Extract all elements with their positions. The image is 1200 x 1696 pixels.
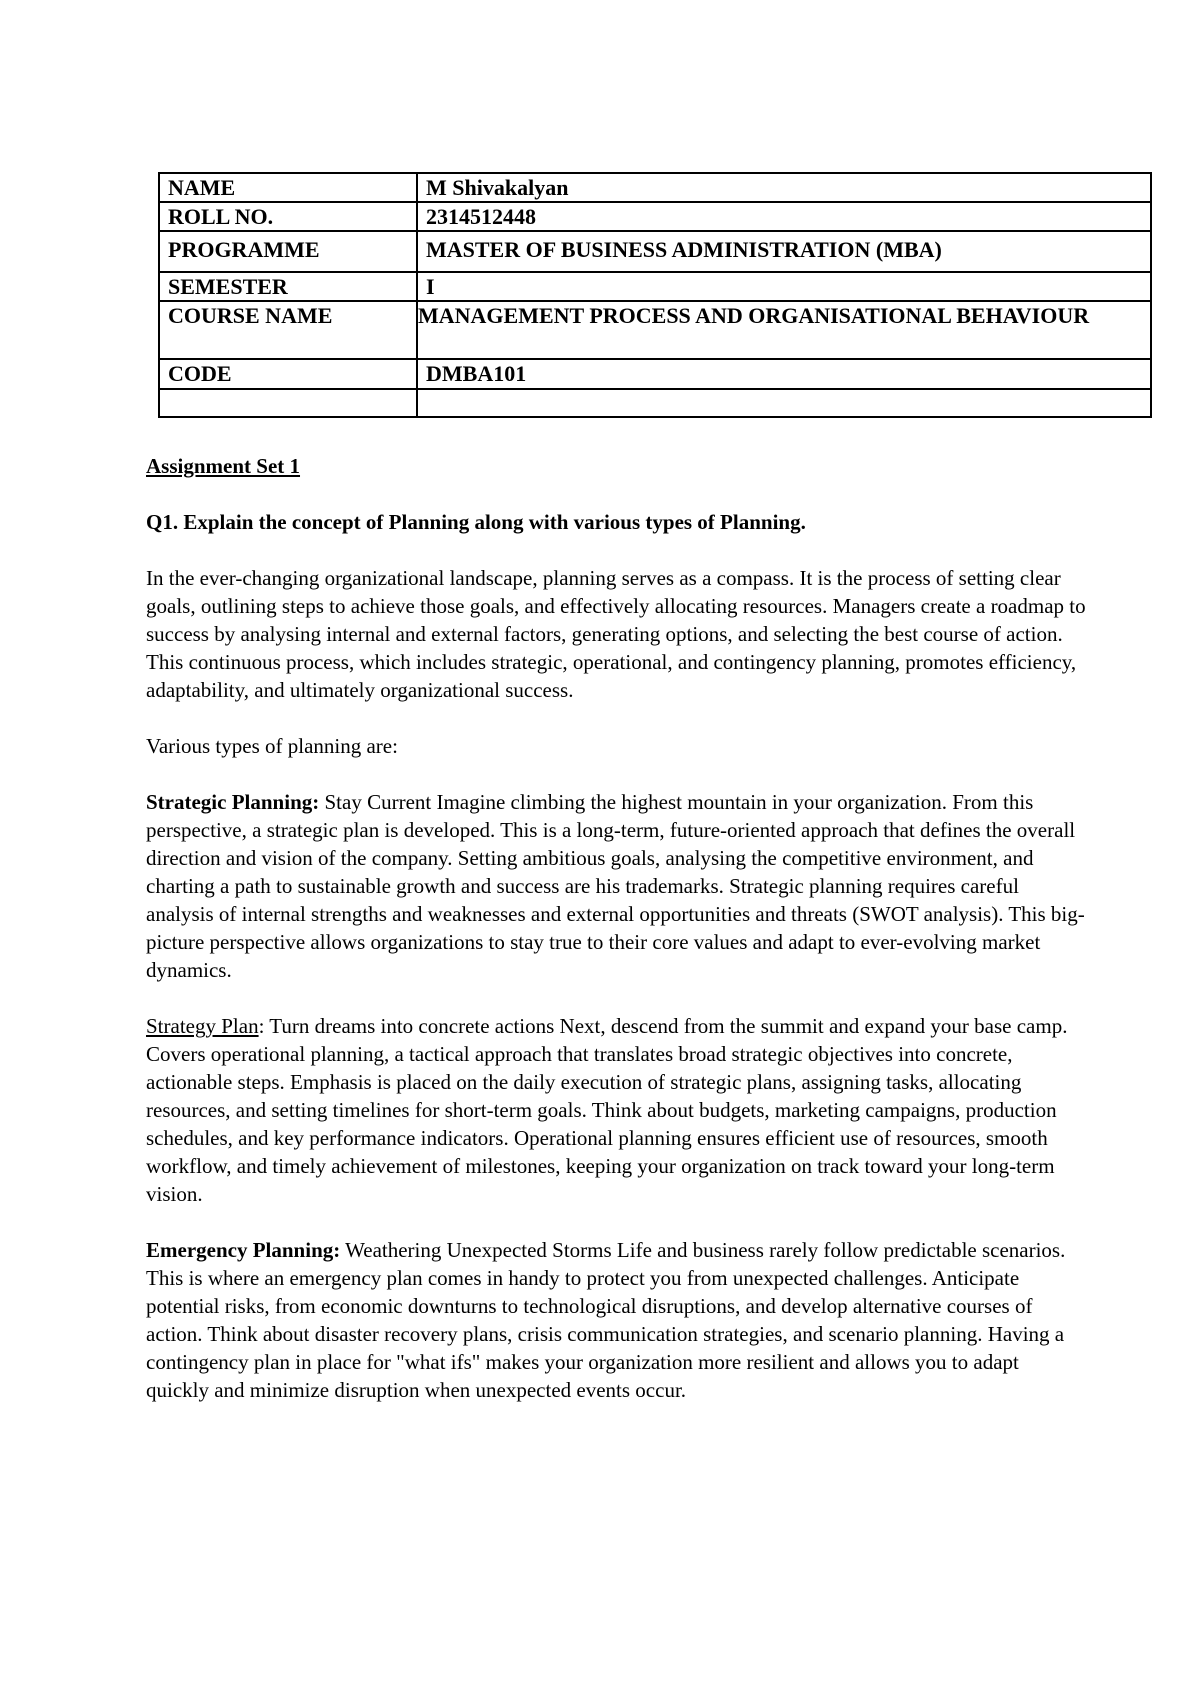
- table-row: [159, 202, 1151, 231]
- empty-label: [159, 389, 417, 417]
- table-row: [159, 231, 1151, 272]
- roll-no-value: 2314512448: [417, 202, 1151, 231]
- assignment-heading: Assignment Set 1: [146, 454, 301, 478]
- empty-value: [417, 389, 1151, 417]
- emergency-planning-section: [146, 1236, 1086, 1404]
- section-title: Strategy Plan: [146, 1014, 259, 1038]
- table-row: [159, 359, 1151, 389]
- code-value: DMBA101: [417, 359, 1151, 389]
- course-name-value: MANAGEMENT PROCESS AND ORGANISATIONAL BEHAVIOUR: [417, 301, 1151, 359]
- semester-value: I: [417, 272, 1151, 301]
- course-name-label: COURSE NAME: [159, 301, 417, 359]
- section-body: Stay Current Imagine climbing the highest mountain in your organization. From this perspective, a strategic plan is developed. This is a long-term, future-oriented approach that defines the overall direction and vision of the company. Setting ambitious goals, analysing the competitive environment, and charting a path to sustainable growth and success are his trademarks. Strategic planning requires careful analysis of internal strengths and weaknesses and external opportunities and threats (SWOT analysis). This big-picture perspective allows organizations to stay true to their core values and adapt to ever-evolving market dynamics.: [146, 790, 1085, 982]
- programme-label: PROGRAMME: [159, 231, 417, 272]
- code-label: CODE: [159, 359, 417, 389]
- student-info-table: [158, 172, 1152, 418]
- strategy-plan-section: [146, 1012, 1086, 1208]
- question-heading: Q1. Explain the concept of Planning along with various types of Planning.: [146, 510, 806, 534]
- table-row: [159, 389, 1151, 417]
- section-body: Weathering Unexpected Storms Life and business rarely follow predictable scenarios. This is where an emergency plan comes in handy to protect you from unexpected challenges. Anticipate potential risks, from economic downturns to technological disruptions, and develop alternative courses of action. Think about disaster recovery plans, crisis communication strategies, and scenario planning. Having a contingency plan in place for "what ifs" makes your organization more resilient and allows you to adapt quickly and minimize disruption when unexpected events occur.: [146, 1238, 1066, 1402]
- assignment-content: [146, 452, 1086, 1432]
- table-row: [159, 301, 1151, 359]
- types-intro: Various types of planning are:: [146, 734, 398, 758]
- section-title: Emergency Planning:: [146, 1238, 341, 1262]
- name-value: M Shivakalyan: [417, 173, 1151, 202]
- section-body: Turn dreams into concrete actions Next, descend from the summit and expand your base camp. Covers operational planning, a tactical approach that translates broad strategic objectives into concrete, actionable steps. Emphasis is placed on the daily execution of strategic plans, assigning tasks, allocating resources, and setting timelines for short-term goals. Think about budgets, marketing campaigns, production schedules, and key performance indicators. Operational planning ensures efficient use of resources, smooth workflow, and timely achievement of milestones, keeping your organization on track toward your long-term vision.: [146, 1014, 1068, 1206]
- programme-value: MASTER OF BUSINESS ADMINISTRATION (MBA): [417, 231, 1151, 272]
- table-row: [159, 272, 1151, 301]
- section-title-suffix: :: [258, 1014, 265, 1038]
- semester-label: SEMESTER: [159, 272, 417, 301]
- section-title: Strategic Planning:: [146, 790, 320, 814]
- roll-no-label: ROLL NO.: [159, 202, 417, 231]
- name-label: NAME: [159, 173, 417, 202]
- strategic-planning-section: [146, 788, 1086, 984]
- table-row: [159, 173, 1151, 202]
- intro-paragraph: In the ever-changing organizational landscape, planning serves as a compass. It is the process of setting clear goals, outlining steps to achieve those goals, and effectively allocating resources. Managers create a roadmap to success by analysing internal and external factors, generating options, and selecting the best course of action. This continuous process, which includes strategic, operational, and contingency planning, promotes efficiency, adaptability, and ultimately organizational success.: [146, 566, 1086, 702]
